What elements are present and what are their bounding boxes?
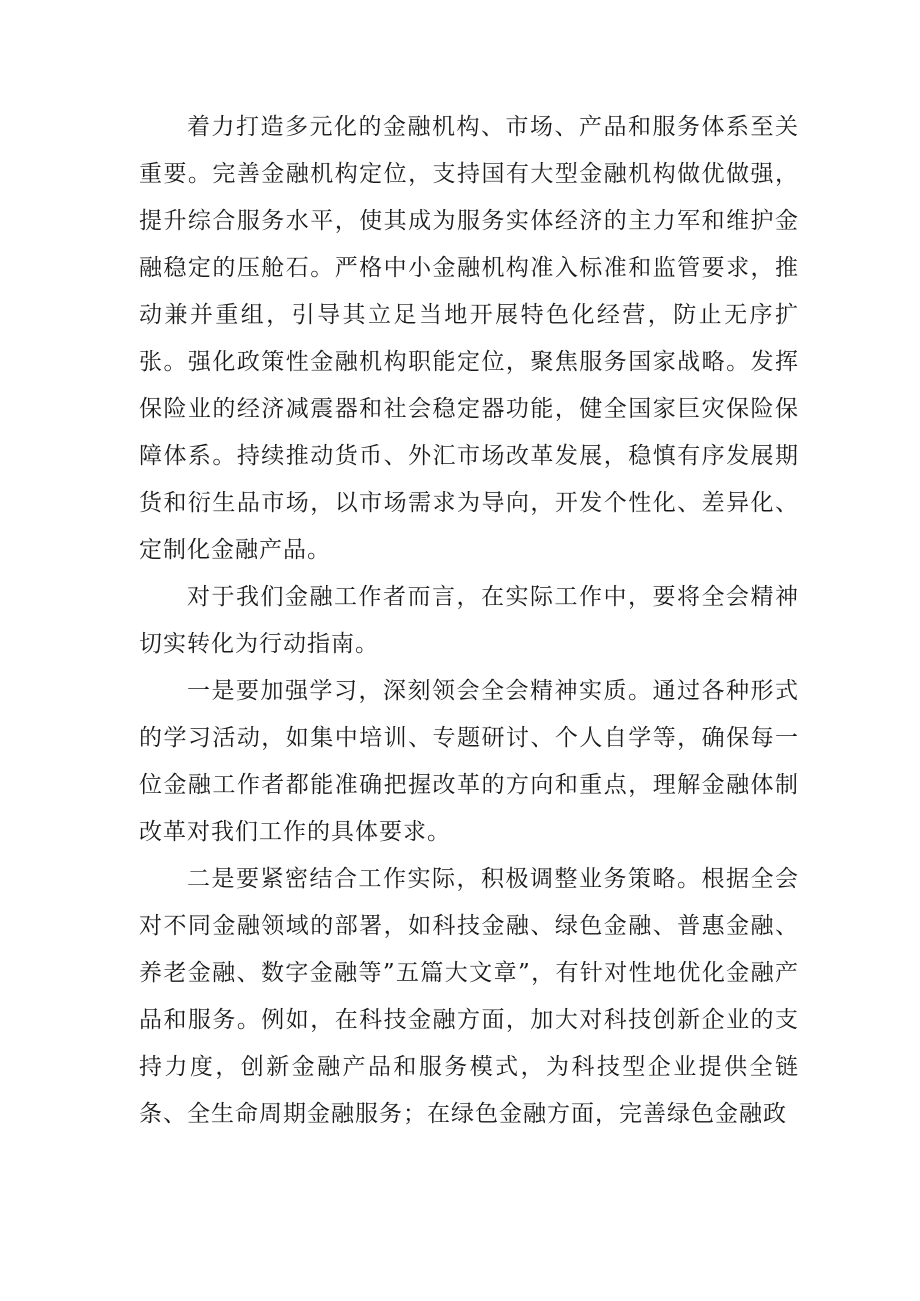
paragraph-financial-system: 着力打造多元化的金融机构、市场、产品和服务体系至关重要。完善金融机构定位，支持国有大型金融机构做优做强，提升综合服务水平，使其成为服务实体经济的主力军和维护金融稳定的压舱石。严格中小金融机构准入标准和监管要求，推动兼并重组，引导其立足当地开展特色化经营，防止无序扩张。强化政策性金融机构职能定位，聚焦服务国家战略。发挥保险业的经济减震器和社会稳定器功能，健全国家巨灾保险保障体系。持续推动货币、外汇市场改革发展，稳慎有序发展期货和衍生品市场，以市场需求为导向，开发个性化、差异化、定制化金融产品。: [139, 114, 799, 563]
document-body: [139, 104, 799, 1138]
paragraph-workers-guidance: 对于我们金融工作者而言，在实际工作中，要将全会精神切实转化为行动指南。: [139, 584, 799, 657]
paragraph-point-one-study: 一是要加强学习，深刻领会全会精神实质。通过各种形式的学习活动，如集中培训、专题研讨、个人自学等，确保每一位金融工作者都能准确把握改革的方向和重点，理解金融体制改革对我们工作的具体要求。: [139, 678, 799, 845]
paragraph-point-two-strategy: 二是要紧密结合工作实际，积极调整业务策略。根据全会对不同金融领域的部署，如科技金融、绿色金融、普惠金融、养老金融、数字金融等”五篇大文章”，有针对性地优化金融产品和服务。例如，在科技金融方面，加大对科技创新企业的支持力度，创新金融产品和服务模式，为科技型企业提供全链条、全生命周期金融服务；在绿色金融方面，完善绿色金融政: [139, 866, 799, 1127]
